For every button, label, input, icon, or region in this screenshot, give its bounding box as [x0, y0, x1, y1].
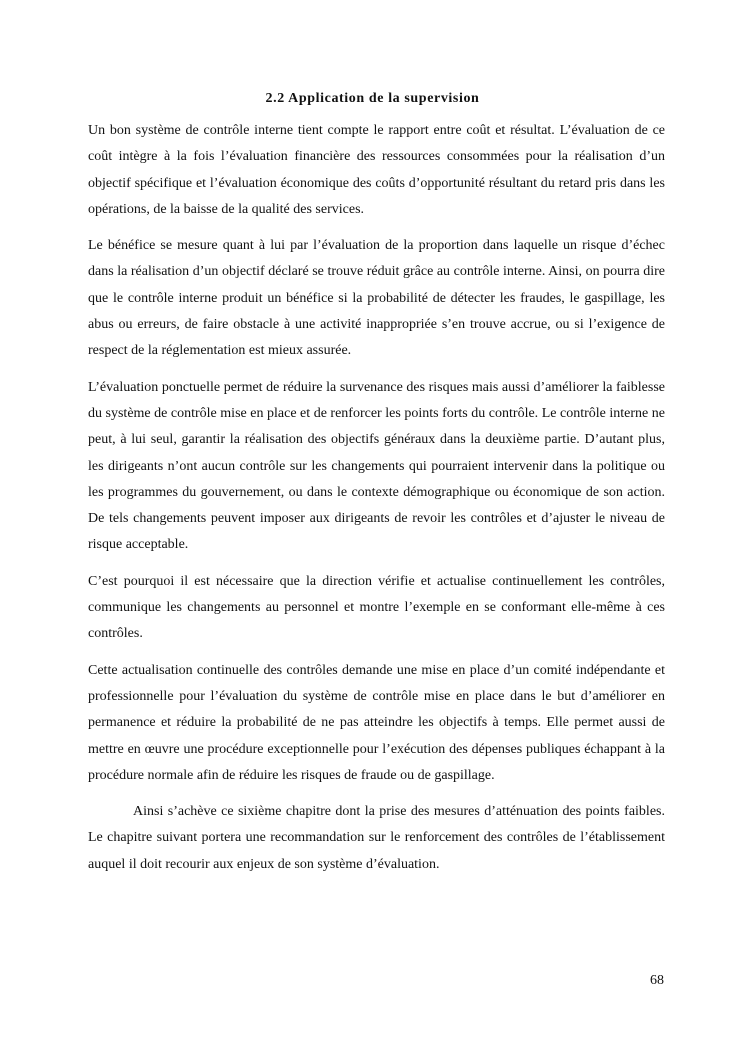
page-number: 68	[650, 973, 664, 988]
paragraph-punctual-evaluation: L’évaluation ponctuelle permet de réduire la survenance des risques mais aussi d’améliorer la faiblesse du système de contrôle mise en place et de renforcer les points forts du contrôle. Le contrôle interne ne peut, à lui seul, garantir la réalisation des objectifs généraux dans la deuxième partie. D’autant plus, les dirigeants n’ont aucun contrôle sur les changements qui pourraient intervenir dans la politique ou les programmes du gouvernement, ou dans le contexte démographique ou économique de son action. De tels changements peuvent imposer aux dirigeants de revoir les contrôles et d’ajuster le niveau de risque acceptable.	[88, 379, 665, 553]
body-text	[88, 118, 665, 888]
paragraph-cost-result: Un bon système de contrôle interne tient compte le rapport entre coût et résultat. L’évaluation de ce coût intègre à la fois l’évaluation financière des ressources consommées pour la réalisation d’un objectif spécifique et l’évaluation économique des coûts d’opportunité résultant du retard pris dans les opérations, de la baisse de la qualité des services.	[88, 123, 665, 217]
paragraph-benefit: Le bénéfice se mesure quant à lui par l’évaluation de la proportion dans laquelle un risque d’échec dans la réalisation d’un objectif déclaré se trouve réduit grâce au contrôle interne. Ainsi, on pourra dire que le contrôle interne produit un bénéfice si la probabilité de détecter les fraudes, le gaspillage, les abus ou erreurs, de faire obstacle à une activité inappropriée s’en trouve accrue, ou si l’exigence de respect de la réglementation est mieux assurée.	[88, 238, 665, 359]
paragraph-chapter-conclusion: Ainsi s’achève ce sixième chapitre dont la prise des mesures d’atténuation des points faibles. Le chapitre suivant portera une recommandation sur le renforcement des contrôles de l’établissement auquel il doit recourir aux enjeux de son système d’évaluation.	[88, 804, 665, 872]
paragraph-committee: Cette actualisation continuelle des contrôles demande une mise en place d’un comité indépendante et professionnelle pour l’évaluation du système de contrôle mise en place dans le but d’améliorer en permanence et réduire la probabilité de ne pas atteindre les objectifs à temps. Elle permet aussi de mettre en œuvre une procédure exceptionnelle pour l’exécution des dépenses publiques échappant à la procédure normale afin de réduire les risques de fraude ou de gaspillage.	[88, 662, 665, 783]
paragraph-management-update: C’est pourquoi il est nécessaire que la direction vérifie et actualise continuellement les contrôles, communique les changements au personnel et montre l’exemple en se conformant elle-même à ces contrôles.	[88, 573, 665, 642]
section-title: 2.2 Application de la supervision	[265, 91, 480, 106]
